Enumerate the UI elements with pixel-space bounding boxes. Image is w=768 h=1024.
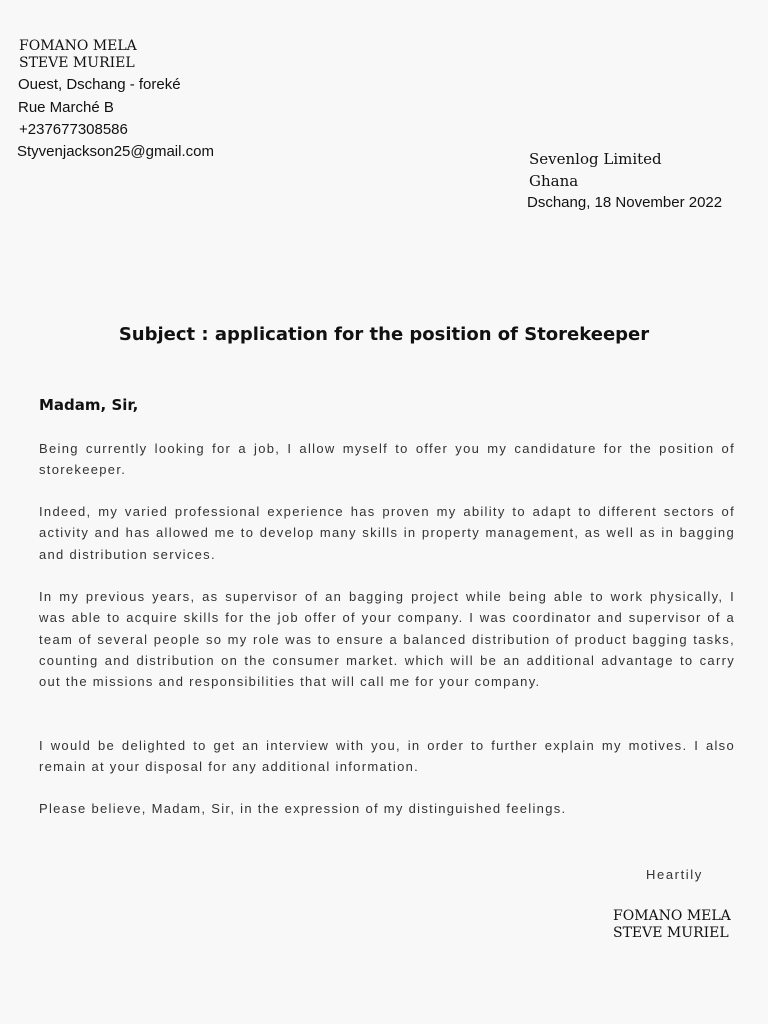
date-line: Dschang, 18 November 2022	[527, 194, 723, 211]
subject-line: Subject : application for the position of Storekeeper	[118, 324, 650, 345]
closing: Heartily	[646, 867, 703, 882]
signature-name-first: FOMANO MELA	[613, 908, 731, 924]
recipient-company: Sevenlog Limited	[529, 150, 662, 168]
sender-phone: +237677308586	[19, 121, 128, 138]
sender-name-last: STEVE MURIEL	[19, 55, 135, 71]
salutation: Madam, Sir,	[39, 396, 139, 414]
body-paragraph-2: Indeed, my varied professional experience has proven my ability to adapt to different sectors of activity and has allowed me to develop many skills in property management, as well as in bagging and distribution services.	[39, 504, 735, 562]
body-paragraph-3: In my previous years, as supervisor of an bagging project while being able to work physically, I was able to acquire skills for the job offer of your company. I was coordinator and supervisor of a team of several people so my role was to ensure a balanced distribution of product bagging tasks, counting and distribution on the consumer market. which will be an additional advantage to carry out the missions and responsibilities that will call me for your company.	[39, 589, 735, 690]
sender-region: Ouest, Dschang - foreké	[18, 76, 181, 93]
body-paragraph-4: I would be delighted to get an interview with you, in order to further explain my motives. I also remain at your disposal for any additional information.	[39, 738, 735, 775]
body-paragraph-1: Being currently looking for a job, I allow myself to offer you my candidature for the position of storekeeper.	[39, 441, 735, 478]
sender-street: Rue Marché B	[18, 99, 114, 116]
sender-name-first: FOMANO MELA	[19, 38, 137, 54]
signature-name-last: STEVE MURIEL	[613, 925, 729, 941]
body-paragraph-5: Please believe, Madam, Sir, in the expression of my distinguished feelings.	[39, 801, 567, 816]
sender-email: Styvenjackson25@gmail.com	[17, 143, 214, 160]
recipient-country: Ghana	[529, 172, 579, 190]
